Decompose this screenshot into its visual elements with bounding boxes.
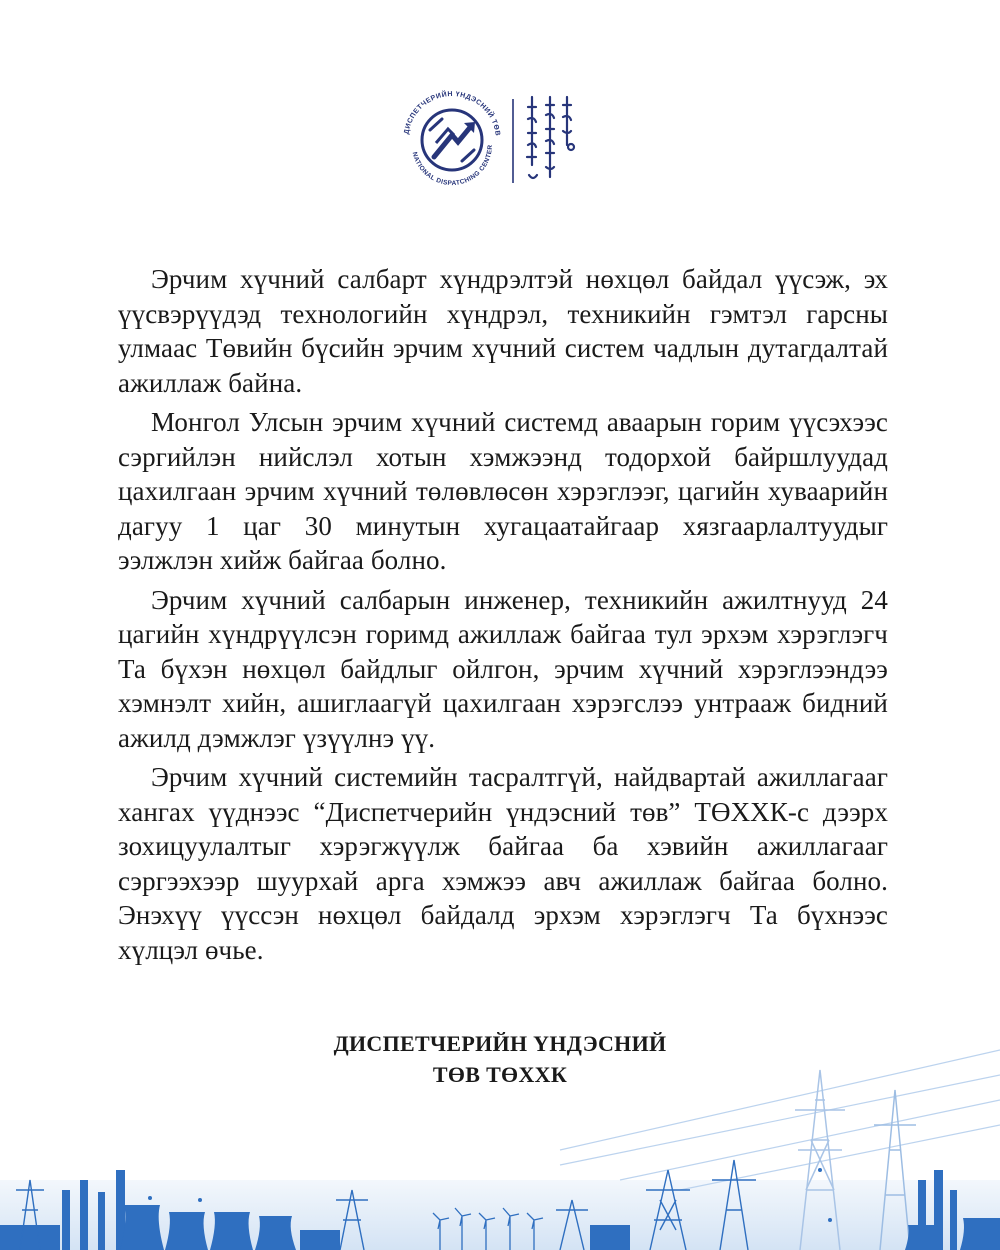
svg-text:ДИСПЕТЧЕРИЙН ҮНДЭСНИЙ ТӨВ — [403, 89, 501, 136]
logo-ring-text: ДИСПЕТЧЕРИЙН ҮНДЭСНИЙ ТӨВ — [403, 90, 501, 137]
paragraph: Эрчим хүчний салбарт хүндрэлтэй нөхцөл байдал үүсэж, эх үүсвэрүүдэд технологийн хүндрэл, техникийн гэмтэл гарсны улмаас Төвийн бүсийн эрчим хүчний систем чадлын дутагдалтай ажиллаж байна. — [118, 264, 888, 398]
letter-body — [118, 262, 888, 972]
mongolian-script-icon — [527, 97, 574, 178]
signature-block — [0, 1028, 1000, 1090]
paragraph: Эрчим хүчний системийн тасралтгүй, найдвартай ажиллагааг хангах үүднээс “Диспетчерийн үндэсний төв” ТӨХХК-с дээрх зохицуулалтыг хэрэгжүүлж байгаа ба хэвийн ажиллагааг сэргээхээр шуурхай арга хэмжээ авч ажиллаж байгаа болно. Энэхүү үүссэн нөхцөл байдалд эрхэм хэрэглэгч Та бүхнээс хүлцэл өчье. — [118, 762, 888, 965]
national-dispatching-center-logo — [400, 85, 600, 195]
logo-ring-text-en: NATIONAL DISPATCHING CENTER — [410, 144, 495, 188]
paragraph: Эрчим хүчний салбарын инженер, техникийн ажилтнууд 24 цагийн хүндрүүлсэн горимд ажиллаж байгаа тул эрхэм хэрэглэгч Та бүхэн нөхцөл байдлыг ойлгон, эрчим хүчний хэрэглээндээ хэмнэлт хийн, ашиглаагүй цахилгаан хэрэгслээ унтрааж бидний ажилд дэмжлэг үзүүлнэ үү. — [118, 584, 888, 753]
signature-line: ТӨВ ТӨХХК — [432, 1062, 568, 1087]
paragraph: Монгол Улсын эрчим хүчний системд аваарын горим үүсэхээс сэргийлэн нийслэл хотын хэмжээнд тодорхой байршлуудад цахилгаан эрчим хүчний төлөвлөсөн хэрэглээг, цагийн хуваарийн дагуу 1 цаг 30 минутын хугацаатайгаар хязгаарлалтуудыг ээлжлэн хийж байгаа болно. — [118, 407, 888, 575]
emblem-icon — [422, 110, 482, 170]
signature-line: ДИСПЕТЧЕРИЙН ҮНДЭСНИЙ — [333, 1031, 667, 1056]
